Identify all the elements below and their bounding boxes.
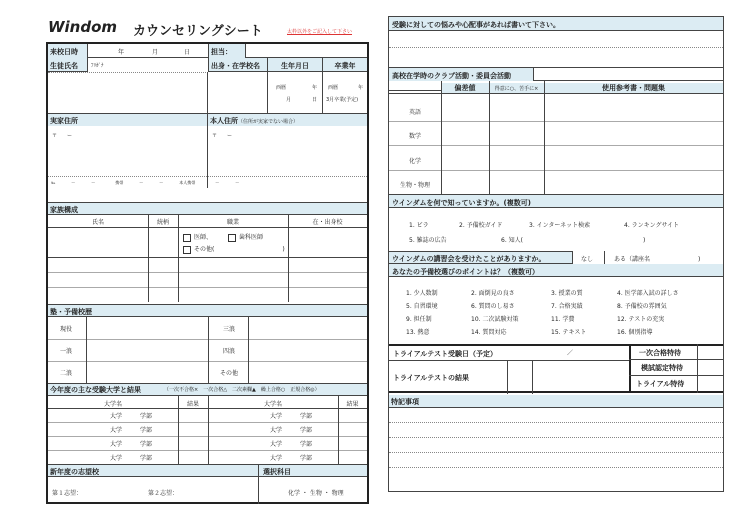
brand-logo: Windom [48, 18, 118, 36]
subject-values: 化学 ・ 生物 ・ 物理 [288, 490, 344, 497]
sheet-title: カウンセリングシート [133, 24, 263, 39]
grad-era-label: 西暦 [328, 85, 339, 91]
second-choice: 第２志望： [148, 490, 179, 497]
home-address-label: 実家住所 [48, 114, 208, 126]
birth-day-label: 日 [312, 97, 318, 103]
cram-r3: 三浪 [223, 326, 236, 333]
results-legend: （一次不合格× 一次合格△ 二次素欄▲ 繰上合格○ 正規合格◎） [164, 387, 320, 393]
year-label: 年 [118, 49, 125, 56]
worries-label: 受験に対しての悩みや心配事があれば書いて下さい。 [389, 17, 723, 31]
doctor-checkbox[interactable] [183, 234, 191, 242]
grade-note-col: 得意に○、苦手に× [489, 83, 544, 93]
cram-current: 現役 [60, 326, 73, 333]
trial-result-label: トライアルテストの結果 [393, 374, 470, 382]
trial-date-label: トライアルテスト受験日（予定） [393, 350, 498, 358]
cram-r2: 二浪 [60, 370, 73, 377]
perk-trial: トライアル特待 [636, 380, 685, 388]
tel-line: ℡ ー ー 携帯 ー ー 本人携帯 ー ー [51, 180, 240, 185]
point-opt-12: 12. テストの充実 [617, 316, 665, 323]
birth-month-label: 月 [286, 97, 292, 103]
point-opt-3: 3. 授業の質 [551, 290, 583, 297]
point-opt-1: 1. 少人数制 [406, 290, 438, 297]
grad-plan-label: 3月卒業(予定) [326, 97, 359, 103]
cram-r4: 四浪 [223, 348, 236, 355]
point-opt-10: 10. 二次試験対策 [471, 316, 519, 323]
date-slash: ／ [567, 350, 574, 357]
result-row-1-left: 大学 学部 [110, 413, 153, 420]
furigana-label: ﾌﾘｶﾞﾅ [91, 63, 104, 69]
doctor-label: 医師、 [194, 234, 213, 241]
lecture-no[interactable]: なし [581, 256, 594, 263]
cram-label: 塾・予備校歴 [48, 304, 367, 317]
point-opt-8: 8. 予備校の雰囲気 [617, 303, 667, 310]
subject-english: 英語 [408, 109, 421, 116]
how-opt-1: 1. ビラ [409, 222, 429, 229]
how-opt-3: 3. インターネット検索 [529, 222, 591, 229]
own-postal: 〒 ー [212, 133, 233, 139]
other-job-label: その他( [194, 246, 215, 253]
grade-col: 偏差値 [441, 83, 489, 93]
point-opt-14: 14. 質問対応 [471, 329, 507, 336]
point-opt-5: 5. 自習環境 [406, 303, 438, 310]
point-opt-15: 15. テキスト [551, 329, 587, 336]
point-opt-4: 4. 医学部入試の詳しさ [617, 290, 679, 297]
day-label: 日 [184, 49, 191, 56]
result-col-1: 結果 [186, 401, 199, 408]
first-choice: 第１志望： [52, 490, 83, 497]
birthdate-label: 生年月日 [268, 58, 323, 72]
point-opt-13: 13. 熱意 [406, 329, 430, 336]
result-row-2-left: 大学 学部 [110, 427, 153, 434]
result-row-4-left: 大学 学部 [110, 455, 153, 462]
family-label: 家族構成 [48, 202, 367, 215]
own-address-label: 本人住所（住所が実家でない場合） [207, 114, 367, 126]
subject-chem: 化学 [408, 158, 421, 165]
left-sheet: 来校日時 年 月 日 担当： 生徒氏名 ﾌﾘｶﾞﾅ 出身・在学校名 生年月日 卒業年 西暦 年 月 日 西暦 年 3月卒業(予定) 実家住所 本人住所（住所が実家でない場合） 〒 ー 〒 ー ℡ ー ー 携帯 ー ー 本人携帯 ー ー 家族構成 氏名 続柄 職業 在・出身校 医師、 歯科医師 その他( ) 塾・予備校歴 現役 一浪 二浪 三浪 四浪 その他 今年度の主な受験大学と結果 （一次不合格× 一次合格△ 二次素欄▲ 繰上合格○ 正規合格◎） 大学名 結果 大学名 結果 大学 学部 大学 学部 大学 学部 大学 学部 大学 学部 大学 学部 大学 学部 大学 学部 新年度の志望校 選択科目 第１志望： 第２志望： 化学 ・ 生物 ・ 物理 [46, 42, 369, 504]
other-job-checkbox[interactable] [183, 246, 191, 254]
result-row-4-right: 大学 学部 [270, 455, 313, 462]
point-opt-9: 9. 担任制 [406, 316, 432, 323]
result-col-2: 結果 [346, 401, 359, 408]
home-postal: 〒 ー [52, 133, 73, 139]
how-opt-2: 2. 予備校ガイド [459, 222, 503, 229]
refbooks-col: 使用参考書・問題集 [544, 83, 723, 93]
subject-math: 数学 [408, 133, 421, 140]
lecture-yes[interactable]: ある（講座名 ) [614, 256, 701, 263]
family-name-col: 氏名 [91, 219, 104, 226]
dentist-label: 歯科医師 [239, 234, 264, 241]
perk-first-pass: 一次合格特待 [639, 349, 681, 357]
result-row-2-right: 大学 学部 [270, 427, 313, 434]
point-opt-6: 6. 質問のし易さ [471, 303, 515, 310]
clubs-label: 高校在学時のクラブ活動・委員会活動 [389, 68, 534, 81]
grad-year-label: 卒業年 [323, 58, 367, 72]
visit-date-label: 来校日時 [48, 44, 88, 58]
birth-year-label: 年 [312, 85, 318, 91]
next-choice-label: 新年度の志望校 [50, 468, 99, 476]
point-opt-16: 16. 個別指導 [617, 329, 653, 336]
how-opt-5: 5. 雑誌の広告 [409, 237, 447, 244]
family-rel-col: 続柄 [156, 219, 169, 226]
result-row-3-left: 大学 学部 [110, 441, 153, 448]
notes-label: 特記事項 [389, 395, 723, 408]
how-opt-6: 6. 知人( ) [501, 237, 646, 244]
how-know-label: ウインダムを何で知っていますか。(複数可) [389, 194, 723, 208]
student-name-label: 生徒氏名 [48, 58, 88, 72]
subject-bio-phys: 生物・物理 [399, 182, 430, 189]
fill-note: 太枠以外をご記入して下さい [287, 29, 353, 35]
result-row-3-right: 大学 学部 [270, 441, 313, 448]
points-label: あなたの予備校選びのポイントは？（複数可） [389, 264, 723, 277]
point-opt-2: 2. 面倒見の良さ [471, 290, 515, 297]
univ-col-1: 大学名 [103, 401, 122, 408]
staff-label: 担当： [208, 44, 246, 58]
family-school-col: 在・出身校 [312, 219, 343, 226]
right-sheet [388, 16, 724, 492]
result-row-1-right: 大学 学部 [270, 413, 313, 420]
point-opt-11: 11. 学費 [551, 316, 575, 323]
month-label: 月 [152, 49, 159, 56]
cram-other: その他 [220, 370, 239, 377]
subject-label: 選択科目 [258, 464, 295, 477]
family-job-col: 職業 [226, 219, 239, 226]
how-opt-4: 4. ランキングサイト [624, 222, 680, 229]
era-label: 西暦 [276, 85, 287, 91]
dentist-checkbox[interactable] [228, 234, 236, 242]
cram-r1: 一浪 [60, 348, 73, 355]
point-opt-7: 7. 合格実績 [551, 303, 583, 310]
grad-year-unit: 年 [358, 85, 364, 91]
lecture-label: ウインダムの講習会を受けたことがありますか。 [392, 255, 546, 263]
origin-school-label: 出身・在学校名 [208, 58, 268, 72]
results-label: 今年度の主な受験大学と結果 [50, 386, 141, 394]
perk-mock: 模試認定特待 [641, 364, 683, 372]
univ-col-2: 大学名 [263, 401, 282, 408]
